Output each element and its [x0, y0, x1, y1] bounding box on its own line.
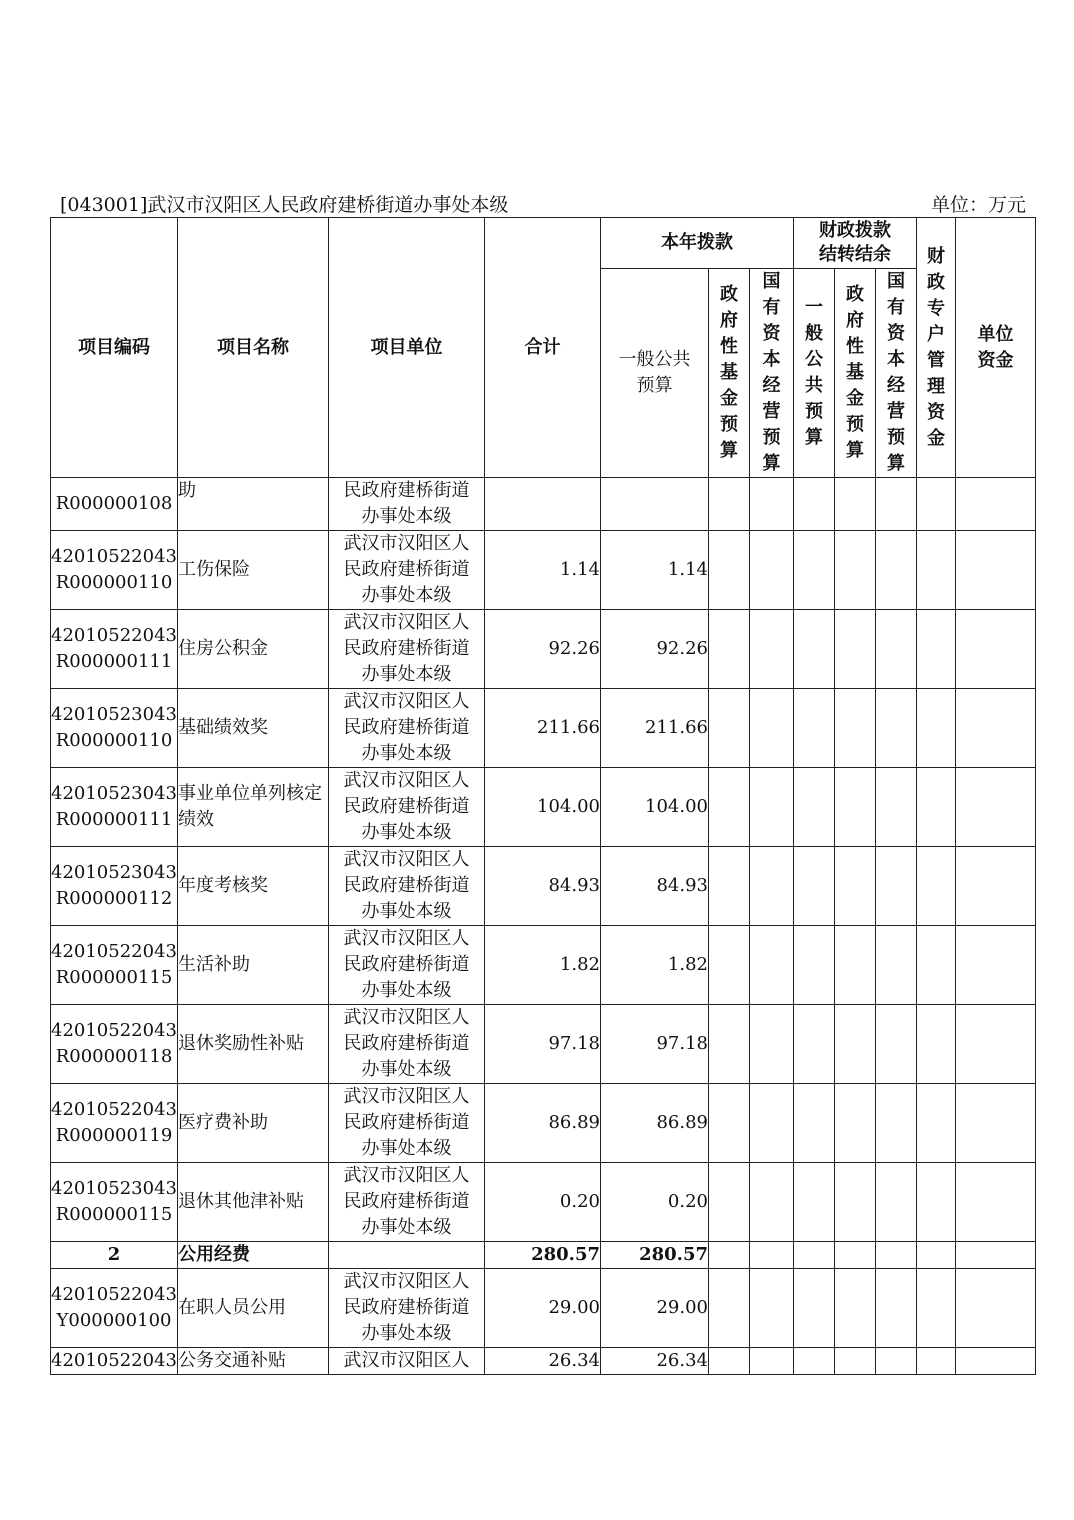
cell-code: [51, 926, 178, 1005]
cell-total: 86.89: [485, 1084, 601, 1163]
code-line-2: R000000111: [55, 809, 173, 830]
unit-line: 办事处本级: [361, 664, 452, 685]
carry_gov_fund-char: 算: [846, 440, 865, 461]
carry_gov_fund-char: 政: [846, 284, 865, 305]
unit-line: 民政府建桥街道: [343, 954, 470, 975]
empty-cell: [835, 531, 876, 610]
state_capital-char: 营: [762, 401, 781, 422]
report-title: [043001]武汉市汉阳区人民政府建桥街道办事处本级: [60, 194, 509, 216]
empty-cell: [750, 1084, 794, 1163]
cell-total: 104.00: [485, 768, 601, 847]
empty-cell: [917, 610, 956, 689]
code-line-2: R000000119: [55, 1125, 173, 1146]
code-line-1: 42010522043: [51, 625, 177, 646]
col-header-code: 项目编码: [51, 218, 178, 478]
cell-code: R000000108: [51, 478, 178, 531]
empty-cell: [835, 926, 876, 1005]
empty-cell: [956, 847, 1036, 926]
empty-cell: [876, 610, 917, 689]
state_capital-char: 算: [762, 453, 781, 474]
general-budget-label-1: 一般公共: [618, 349, 691, 370]
cell-total: 211.66: [485, 689, 601, 768]
carry_state_capital-char: 营: [887, 401, 906, 422]
subtotal-row: [51, 1242, 1036, 1269]
cell-unit: [329, 1084, 485, 1163]
unit-line: 民政府建桥街道: [343, 1297, 470, 1318]
table-row: [51, 478, 1036, 531]
cell-unit: 武汉市汉阳区人: [329, 1348, 485, 1375]
empty-cell: [709, 1242, 750, 1269]
special_account-char: 专: [927, 297, 946, 319]
empty-cell: [835, 689, 876, 768]
table-row: [51, 610, 1036, 689]
general-budget-label-2: 预算: [636, 375, 673, 396]
empty-cell: [750, 926, 794, 1005]
gov_fund-char: 性: [720, 336, 738, 357]
cell-code: [51, 610, 178, 689]
cell-code: [51, 1269, 178, 1348]
cell-total: 92.26: [485, 610, 601, 689]
cell-general: 97.18: [601, 1005, 709, 1084]
table-row: [51, 531, 1036, 610]
code-line-1: 42010523043: [51, 704, 177, 725]
code-line-1: 42010523043: [51, 1178, 177, 1199]
code-line-2: R000000110: [55, 572, 173, 593]
gov_fund-char: 金: [720, 388, 738, 409]
unit-line: 武汉市汉阳区人: [343, 1086, 470, 1107]
unit-line: 武汉市汉阳区人: [343, 770, 470, 791]
cell-unit: [329, 1269, 485, 1348]
cell-unit: [329, 768, 485, 847]
code-line-2: R000000110: [55, 730, 173, 751]
empty-cell: [750, 531, 794, 610]
cell-general: 1.14: [601, 531, 709, 610]
unit-line: 民政府建桥街道: [343, 1191, 470, 1212]
table-row: [51, 1269, 1036, 1348]
table-row: [51, 1005, 1036, 1084]
cell-general: 104.00: [601, 768, 709, 847]
col-header-unit: 项目单位: [329, 218, 485, 478]
carry_state_capital-char: 本: [887, 349, 906, 370]
empty-cell: [956, 1348, 1036, 1375]
cell-name: 公用经费: [178, 1242, 329, 1269]
cell-code: [51, 1084, 178, 1163]
cell-total: 29.00: [485, 1269, 601, 1348]
empty-cell: [956, 768, 1036, 847]
gov_fund-char: 算: [720, 440, 738, 461]
cell-name: 医疗费补助: [178, 1084, 329, 1163]
empty-cell: [709, 926, 750, 1005]
empty-cell: [876, 1242, 917, 1269]
table-row: [51, 1163, 1036, 1242]
empty-cell: [750, 768, 794, 847]
empty-cell: [956, 689, 1036, 768]
empty-cell: [917, 1005, 956, 1084]
unit-line: 民政府建桥街道: [343, 875, 470, 896]
unit-line: 办事处本级: [361, 901, 452, 922]
empty-cell: [917, 1269, 956, 1348]
empty-cell: [917, 1163, 956, 1242]
empty-cell: [876, 847, 917, 926]
carry_gov_fund-char: 性: [846, 336, 865, 357]
own-funds-label-1: 单位: [977, 323, 1014, 345]
carry_general-char: 般: [805, 323, 824, 344]
empty-cell: [709, 768, 750, 847]
cell-unit: [329, 847, 485, 926]
carry_gov_fund-char: 预: [846, 414, 865, 435]
empty-cell: [835, 610, 876, 689]
col-header-total: 合计: [485, 218, 601, 478]
unit-line: 办事处本级: [361, 1323, 452, 1344]
empty-cell: [956, 1163, 1036, 1242]
unit-line: 武汉市汉阳区人: [343, 928, 470, 949]
empty-cell: [956, 1242, 1036, 1269]
code-line-1: 42010522043: [51, 941, 177, 962]
table-row: [51, 1348, 1036, 1375]
cell-code: [51, 847, 178, 926]
empty-cell: [794, 531, 835, 610]
cell-code: 42010522043: [51, 1348, 178, 1375]
cell-unit: [329, 1005, 485, 1084]
code-line-1: 42010523043: [51, 783, 177, 804]
col-header-special-account: [917, 218, 956, 478]
unit-line: 民政府建桥街道: [343, 717, 470, 738]
state_capital-char: 经: [762, 375, 781, 396]
carry_gov_fund-char: 基: [846, 362, 865, 383]
col-header-own-funds: [956, 218, 1036, 478]
cell-general: [601, 478, 709, 531]
cell-name: 在职人员公用: [178, 1269, 329, 1348]
cell-general: 211.66: [601, 689, 709, 768]
cell-unit: [329, 689, 485, 768]
unit-line: 武汉市汉阳区人: [343, 849, 470, 870]
empty-cell: [750, 847, 794, 926]
unit-line: 办事处本级: [361, 1217, 452, 1238]
empty-cell: [835, 847, 876, 926]
cell-name: 住房公积金: [178, 610, 329, 689]
col-header-carry-gov-fund: [835, 269, 876, 478]
cell-code: [51, 768, 178, 847]
cell-total: 280.57: [485, 1242, 601, 1269]
carry_general-char: 共: [805, 375, 824, 396]
code-line-1: 42010522043: [51, 1020, 177, 1041]
carry_state_capital-char: 算: [887, 453, 906, 474]
special_account-char: 财: [927, 245, 946, 267]
cell-name: 工伤保险: [178, 531, 329, 610]
table-row: [51, 926, 1036, 1005]
empty-cell: [876, 1084, 917, 1163]
unit-line: 武汉市汉阳区人: [343, 691, 470, 712]
special_account-char: 户: [927, 323, 946, 345]
unit-line: 武汉市汉阳区人: [343, 1271, 470, 1292]
empty-cell: [876, 926, 917, 1005]
unit-line: 办事处本级: [361, 1059, 452, 1080]
unit-line: 武汉市汉阳区人: [343, 533, 470, 554]
special_account-char: 资: [927, 401, 946, 423]
cell-general: 92.26: [601, 610, 709, 689]
cell-unit: [329, 531, 485, 610]
code-line-2: R000000112: [55, 888, 173, 909]
gov_fund-char: 基: [720, 362, 738, 383]
cell-name: 助: [178, 478, 329, 531]
cell-name: 退休其他津补贴: [178, 1163, 329, 1242]
empty-cell: [750, 1269, 794, 1348]
cell-code: [51, 1163, 178, 1242]
cell-unit: [329, 926, 485, 1005]
empty-cell: [835, 1348, 876, 1375]
empty-cell: [709, 610, 750, 689]
empty-cell: [794, 689, 835, 768]
empty-cell: [835, 1084, 876, 1163]
empty-cell: [917, 689, 956, 768]
empty-cell: [835, 1005, 876, 1084]
unit-line: 民政府建桥街道: [343, 1112, 470, 1133]
empty-cell: [709, 847, 750, 926]
special_account-char: 理: [927, 375, 946, 397]
empty-cell: [876, 1348, 917, 1375]
cell-general: 1.82: [601, 926, 709, 1005]
table-row: [51, 768, 1036, 847]
table-row: [51, 847, 1036, 926]
empty-cell: [956, 1005, 1036, 1084]
carry_state_capital-char: 预: [887, 427, 906, 448]
unit-line: 办事处本级: [361, 980, 452, 1001]
state_capital-char: 本: [762, 349, 781, 370]
empty-cell: [835, 1163, 876, 1242]
cell-general: 29.00: [601, 1269, 709, 1348]
carry_general-char: 一: [805, 297, 824, 318]
empty-cell: [750, 1163, 794, 1242]
gov_fund-char: 预: [720, 414, 738, 435]
carry_general-char: 算: [805, 427, 824, 448]
empty-cell: [835, 1269, 876, 1348]
code-line-2: Y000000100: [56, 1310, 172, 1331]
empty-cell: [794, 610, 835, 689]
empty-cell: [750, 1348, 794, 1375]
cell-general: 0.20: [601, 1163, 709, 1242]
empty-cell: [750, 689, 794, 768]
special_account-char: 政: [927, 271, 946, 293]
empty-cell: [956, 926, 1036, 1005]
special_account-char: 金: [927, 427, 946, 449]
unit-line: 办事处本级: [361, 743, 452, 764]
carry_gov_fund-char: 金: [846, 388, 865, 409]
carry_state_capital-char: 资: [887, 323, 906, 344]
empty-cell: [876, 1269, 917, 1348]
empty-cell: [794, 1163, 835, 1242]
empty-cell: [794, 926, 835, 1005]
cell-unit: [329, 1242, 485, 1269]
code-line-1: 42010522043: [51, 1284, 177, 1305]
cell-code: [51, 531, 178, 610]
cell-total: 97.18: [485, 1005, 601, 1084]
cell-total: 0.20: [485, 1163, 601, 1242]
code-line-2: R000000118: [55, 1046, 173, 1067]
special-account-chars: [917, 244, 955, 452]
cell-name: 基础绩效奖: [178, 689, 329, 768]
carry_gov_fund-char: 府: [846, 310, 865, 331]
carryover-label-1: 财政拨款: [819, 220, 892, 241]
col-header-general-budget: [601, 269, 709, 478]
unit-line: 武汉市汉阳区人: [343, 1165, 470, 1186]
carry_general-char: 公: [805, 349, 824, 370]
carry_state_capital-char: 有: [887, 297, 906, 318]
empty-cell: [876, 1163, 917, 1242]
empty-cell: [794, 847, 835, 926]
cell-total: 26.34: [485, 1348, 601, 1375]
empty-cell: [794, 1084, 835, 1163]
cell-name: 年度考核奖: [178, 847, 329, 926]
cell-total: 1.14: [485, 531, 601, 610]
cell-unit: [329, 610, 485, 689]
special_account-char: 管: [927, 349, 946, 371]
empty-cell: [876, 531, 917, 610]
cell-code: [51, 689, 178, 768]
empty-cell: [750, 1005, 794, 1084]
unit-line: 武汉市汉阳区人: [343, 1007, 470, 1028]
unit-line: 民政府建桥街道: [343, 796, 470, 817]
empty-cell: [956, 1084, 1036, 1163]
empty-cell: [917, 768, 956, 847]
code-line-2: R000000115: [55, 967, 173, 988]
empty-cell: [876, 1005, 917, 1084]
carry_state_capital-char: 国: [887, 271, 906, 292]
empty-cell: [956, 1269, 1036, 1348]
unit-line: 民政府建桥街道: [343, 1033, 470, 1054]
empty-cell: [709, 1163, 750, 1242]
empty-cell: [709, 531, 750, 610]
carry_general-char: 预: [805, 401, 824, 422]
col-group-current-year: 本年拨款: [601, 218, 794, 269]
carry_state_capital-char: 经: [887, 375, 906, 396]
cell-name: 退休奖励性补贴: [178, 1005, 329, 1084]
empty-cell: [794, 1269, 835, 1348]
empty-cell: [917, 1348, 956, 1375]
empty-cell: [876, 689, 917, 768]
budget-table: [50, 217, 1036, 1375]
empty-cell: [917, 847, 956, 926]
empty-cell: [750, 1242, 794, 1269]
empty-cell: [709, 1269, 750, 1348]
empty-cell: [917, 1242, 956, 1269]
state_capital-char: 国: [762, 271, 781, 292]
own-funds-label-2: 资金: [977, 349, 1014, 371]
cell-unit: 民政府建桥街道 办事处本级: [329, 478, 485, 531]
cell-unit: [329, 1163, 485, 1242]
state_capital-char: 有: [762, 297, 781, 318]
table-row: [51, 689, 1036, 768]
unit-line: 办事处本级: [361, 822, 452, 843]
empty-cell: [835, 768, 876, 847]
empty-cell: [917, 531, 956, 610]
cell-name: 事业单位单列核定绩效: [178, 768, 329, 847]
code-line-2: R000000111: [55, 651, 173, 672]
code-line-1: 42010523043: [51, 862, 177, 883]
unit-line: 办事处本级: [361, 585, 452, 606]
cell-general: 26.34: [601, 1348, 709, 1375]
empty-cell: [835, 1242, 876, 1269]
cell-name: 公务交通补贴: [178, 1348, 329, 1375]
cell-name: 生活补助: [178, 926, 329, 1005]
cell-code: [51, 1005, 178, 1084]
col-header-name: 项目名称: [178, 218, 329, 478]
state_capital-char: 资: [762, 323, 781, 344]
unit-line: 办事处本级: [361, 1138, 452, 1159]
empty-cell: [956, 610, 1036, 689]
empty-cell: [709, 1005, 750, 1084]
code-line-1: 42010522043: [51, 546, 177, 567]
code-line-2: R000000115: [55, 1204, 173, 1225]
cell-total: [485, 478, 601, 531]
unit-line: 民政府建桥街道: [343, 638, 470, 659]
gov_fund-char: 府: [720, 310, 738, 331]
table-row: [51, 1084, 1036, 1163]
cell-general: 86.89: [601, 1084, 709, 1163]
cell-general: 280.57: [601, 1242, 709, 1269]
unit-line: 民政府建桥街道: [343, 559, 470, 580]
empty-cell: [750, 610, 794, 689]
empty-cell: [794, 1242, 835, 1269]
col-group-carryover: [794, 218, 917, 269]
empty-cell: [709, 1348, 750, 1375]
empty-cell: [876, 768, 917, 847]
empty-cell: [917, 926, 956, 1005]
cell-code: 2: [51, 1242, 178, 1269]
unit-line: 武汉市汉阳区人: [343, 612, 470, 633]
carryover-label-2: 结转结余: [819, 244, 892, 265]
state_capital-char: 预: [762, 427, 781, 448]
cell-total: 1.82: [485, 926, 601, 1005]
col-header-carry-state-capital: [876, 269, 917, 478]
col-header-gov-fund: [709, 269, 750, 478]
report-header: [60, 190, 1026, 216]
col-header-state-capital: [750, 269, 794, 478]
col-header-carry-general: [794, 269, 835, 478]
empty-cell: [794, 768, 835, 847]
gov_fund-char: 政: [720, 284, 738, 305]
cell-total: 84.93: [485, 847, 601, 926]
empty-cell: [956, 531, 1036, 610]
code-line-1: 42010522043: [51, 1099, 177, 1120]
cell-general: 84.93: [601, 847, 709, 926]
empty-cell: [794, 1348, 835, 1375]
empty-cell: [917, 1084, 956, 1163]
unit-note: 单位：万元: [930, 194, 1026, 216]
empty-cell: [794, 1005, 835, 1084]
empty-cell: [709, 1084, 750, 1163]
empty-cell: [709, 689, 750, 768]
